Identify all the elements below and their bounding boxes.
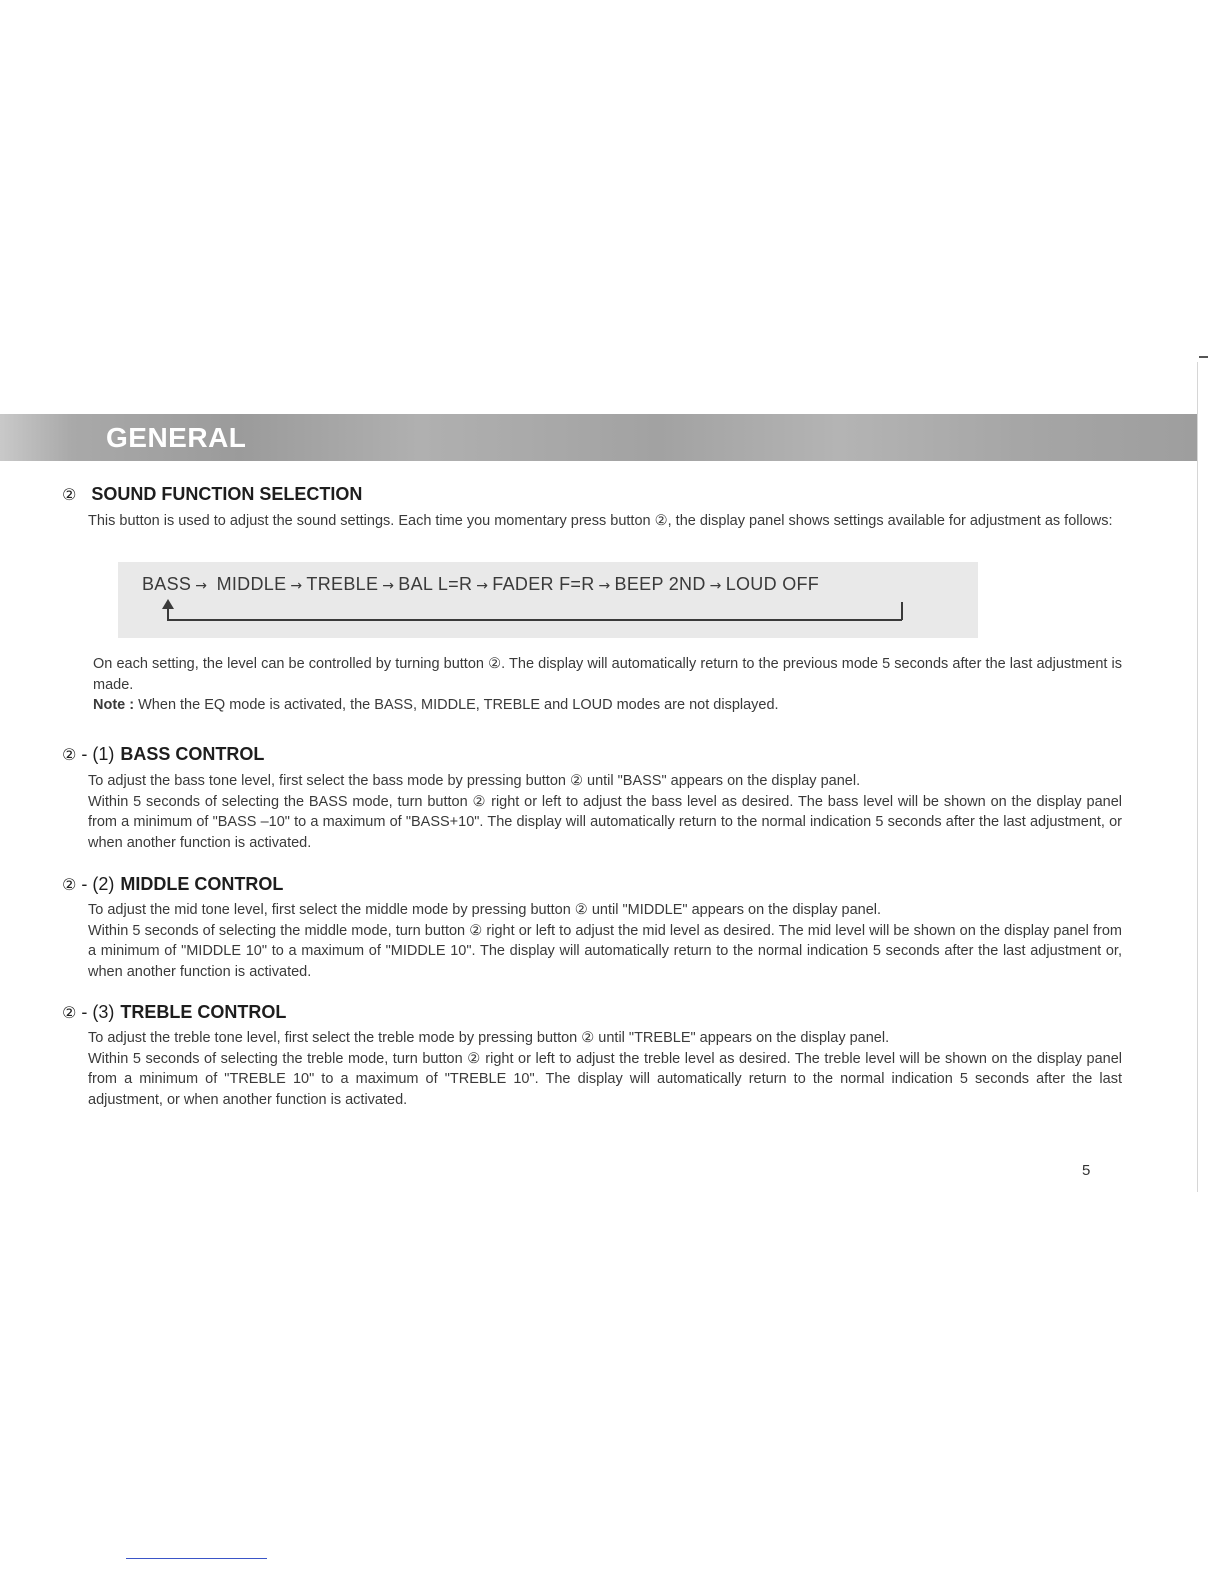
section-header-band: [0, 414, 1198, 461]
circled-two-icon: ②: [62, 1003, 77, 1022]
loop-bottom-line: [167, 619, 902, 621]
mode-beep: BEEP 2ND: [614, 574, 706, 594]
circled-two-icon: ②: [62, 875, 77, 894]
bass-control-para1: To adjust the bass tone level, first select the bass mode by pressing button ② until "BASS" appears on the display panel.: [88, 773, 861, 789]
mode-sequence-box: [118, 562, 978, 638]
treble-control-body: [88, 1028, 1122, 1110]
treble-control-para1: To adjust the treble tone level, first select the treble mode by pressing button ② until "TREBLE" appears on the display panel.: [88, 1030, 890, 1046]
page-edge-line: [1197, 362, 1198, 1192]
bass-control-section: [62, 742, 1122, 853]
page-edge-tick: [1199, 356, 1208, 358]
middle-control-body: [88, 900, 1122, 982]
sound-function-section: [62, 482, 1122, 532]
sound-function-details: [62, 654, 1122, 716]
mode-middle: MIDDLE: [216, 574, 287, 594]
treble-control-title: TREBLE CONTROL: [120, 1002, 287, 1022]
mode-loud: LOUD OFF: [725, 574, 820, 594]
mode-fader: FADER F=R: [492, 574, 595, 594]
section-header-title: GENERAL: [106, 422, 247, 453]
sound-function-heading: [62, 482, 1122, 506]
middle-control-title: MIDDLE CONTROL: [120, 874, 284, 894]
arrow-right-icon: →: [290, 578, 303, 594]
sound-function-intro-block: [88, 511, 1122, 532]
circled-two-icon: ②: [62, 745, 77, 764]
treble-control-para2: Within 5 seconds of selecting the treble mode, turn button ② right or left to adjust the treble level as desired. The treble level will be shown on the display panel from a minimum of "TREBLE 10" to a maximum of "TREBLE 10". The display will automatically return to the normal indication 5 seconds after the last adjustment, or when another function is activated.: [88, 1050, 1122, 1108]
treble-control-section: [62, 1000, 1122, 1110]
circled-two-icon: ②: [62, 485, 77, 504]
bass-control-body: [88, 771, 1122, 853]
mode-treble: TREBLE: [306, 574, 379, 594]
treble-control-heading: [62, 1000, 1122, 1024]
loop-right-line: [901, 602, 903, 620]
mode-sequence: [142, 574, 819, 595]
sound-function-title: SOUND FUNCTION SELECTION: [91, 484, 363, 504]
mode-balance: BAL L=R: [398, 574, 473, 594]
middle-control-section: [62, 872, 1122, 982]
middle-control-heading: [62, 872, 1122, 896]
middle-control-number: - (2): [81, 874, 115, 894]
treble-control-number: - (3): [81, 1002, 115, 1022]
mode-bass: BASS: [142, 574, 192, 594]
footer-rule: [126, 1558, 267, 1559]
bass-control-number: - (1): [81, 744, 115, 764]
arrow-up-icon: [162, 599, 174, 609]
arrow-right-icon: →: [195, 578, 208, 594]
note-label: Note :: [93, 697, 135, 713]
middle-control-para2: Within 5 seconds of selecting the middle mode, turn button ② right or left to adjust the mid level as desired. The mid level will be shown on the display panel from a minimum of "MIDDLE 10" to a maximum of "MIDDLE 10". The display will automatically return to the normal indication 5 seconds after the last adjustment or, when another function is activated.: [88, 922, 1122, 980]
page-number: 5: [1082, 1162, 1091, 1179]
sound-function-after: On each setting, the level can be controlled by turning button ②. The display will automatically return to the previous mode 5 seconds after the last adjustment is made.: [93, 656, 1122, 693]
middle-control-para1: To adjust the mid tone level, first select the middle mode by pressing button ② until "MIDDLE" appears on the display panel.: [88, 902, 882, 918]
sound-function-intro: This button is used to adjust the sound settings. Each time you momentary press button ②, the display panel shows settings available for adjustment as follows:: [88, 513, 1113, 529]
arrow-right-icon: →: [598, 578, 611, 594]
sound-function-note: [93, 695, 1122, 716]
bass-control-para2: Within 5 seconds of selecting the BASS mode, turn button ② right or left to adjust the bass level as desired. The bass level will be shown on the display panel from a minimum of "BASS –10" to a maximum of "BASS+10". The display will automatically return to the normal indication 5 seconds after the last adjustment, or when another function is activated.: [88, 793, 1122, 851]
sound-function-after-block: [93, 654, 1122, 716]
note-text: When the EQ mode is activated, the BASS, MIDDLE, TREBLE and LOUD modes are not displayed.: [138, 697, 779, 713]
arrow-right-icon: →: [709, 578, 722, 594]
arrow-right-icon: →: [382, 578, 395, 594]
arrow-right-icon: →: [476, 578, 489, 594]
bass-control-heading: [62, 742, 1122, 766]
bass-control-title: BASS CONTROL: [120, 744, 265, 764]
